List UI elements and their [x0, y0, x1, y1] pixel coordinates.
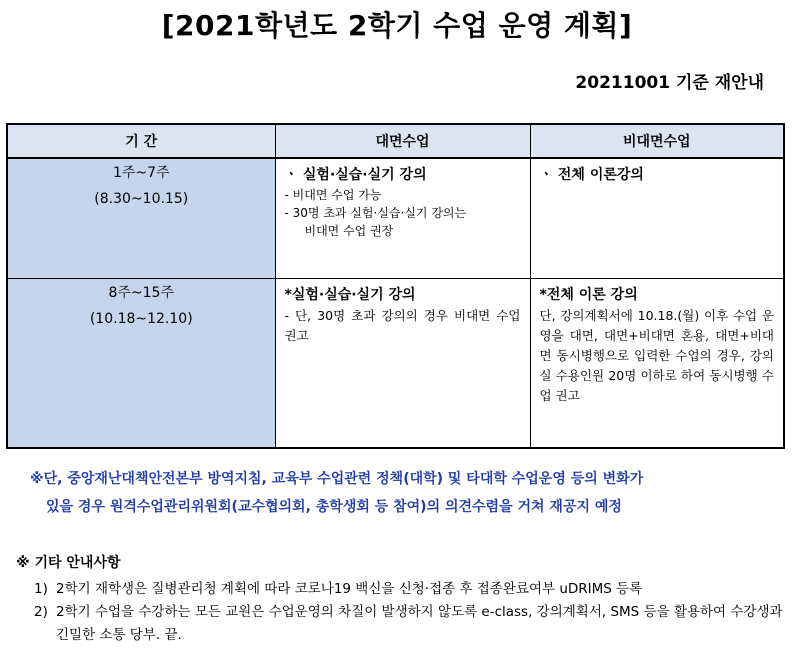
item-number: 2) — [34, 604, 48, 620]
inperson-item: 비대면 수업 권장 — [304, 224, 394, 238]
list-item — [34, 601, 784, 647]
period-cell — [7, 158, 275, 279]
header-remote: 비대면수업 — [530, 124, 784, 158]
notice-line: ※단, 중앙재난대책안전본부 방역지침, 교육부 수업관련 정책(대학) 및 타대학 수업운영 등의 변화가 — [30, 471, 644, 487]
item-number: 1) — [34, 581, 48, 597]
basis-date: 20211001 기준 재안내 — [575, 73, 764, 93]
remote-heading: ㆍ 전체 이론강의 — [539, 167, 644, 183]
inperson-heading: ㆍ 실험·실습·실기 강의 — [284, 167, 427, 183]
period-cell — [7, 279, 275, 449]
header-inperson: 대면수업 — [275, 124, 530, 158]
table-row — [7, 158, 784, 279]
etc-list — [34, 578, 784, 647]
remote-cell — [530, 158, 784, 279]
schedule-table — [6, 123, 785, 449]
period-weeks: 1주~7주 — [112, 165, 170, 181]
remote-cell — [530, 279, 784, 449]
item-text: 2학기 수업을 수강하는 모든 교원은 수업운영의 차질이 발생하지 않도록 e-class, 강의계획서, SMS 등을 활용하여 수강생과 긴밀한 소통 당부. 끝. — [56, 604, 783, 643]
list-item — [34, 578, 784, 601]
period-dates: (8.30~10.15) — [94, 191, 189, 207]
inperson-item: - 30명 초과 실험·실습·실기 강의는 — [284, 206, 467, 220]
inperson-body: - 단, 30명 초과 강의의 경우 비대면 수업 권고 — [284, 308, 521, 343]
header-period: 기 간 — [7, 124, 275, 158]
period-weeks: 8주~15주 — [108, 285, 174, 301]
remote-heading: *전체 이론 강의 — [539, 287, 638, 303]
etc-title: ※ 기타 안내사항 — [16, 555, 121, 571]
page-title: [2021학년도 2학기 수업 운영 계획] — [161, 9, 633, 42]
item-text: 2학기 재학생은 질병관리청 계획에 따라 코로나19 백신을 신청·접종 후 접종완료여부 uDRIMS 등록 — [56, 581, 643, 597]
remote-body: 단, 강의계획서에 10.18.(월) 이후 수업 운영을 대면, 대면+비대면 혼용, 대면+비대면 동시병행으로 입력한 수업의 경우, 강의실 수용인원 20명 이하로 하여 동시병행 수업 권고 — [539, 308, 774, 403]
inperson-item: - 비대면 수업 가능 — [284, 188, 382, 202]
period-dates: (10.18~12.10) — [89, 311, 193, 327]
inperson-cell — [275, 279, 530, 449]
table-header-row — [7, 124, 784, 158]
inperson-cell — [275, 158, 530, 279]
notice — [30, 465, 770, 521]
notice-line: 있을 경우 원격수업관리위원회(교수협의회, 총학생회 등 참여)의 의견수렴을 거쳐 재공지 예정 — [46, 499, 622, 515]
inperson-heading: *실험·실습·실기 강의 — [284, 287, 416, 303]
table-row — [7, 279, 784, 449]
